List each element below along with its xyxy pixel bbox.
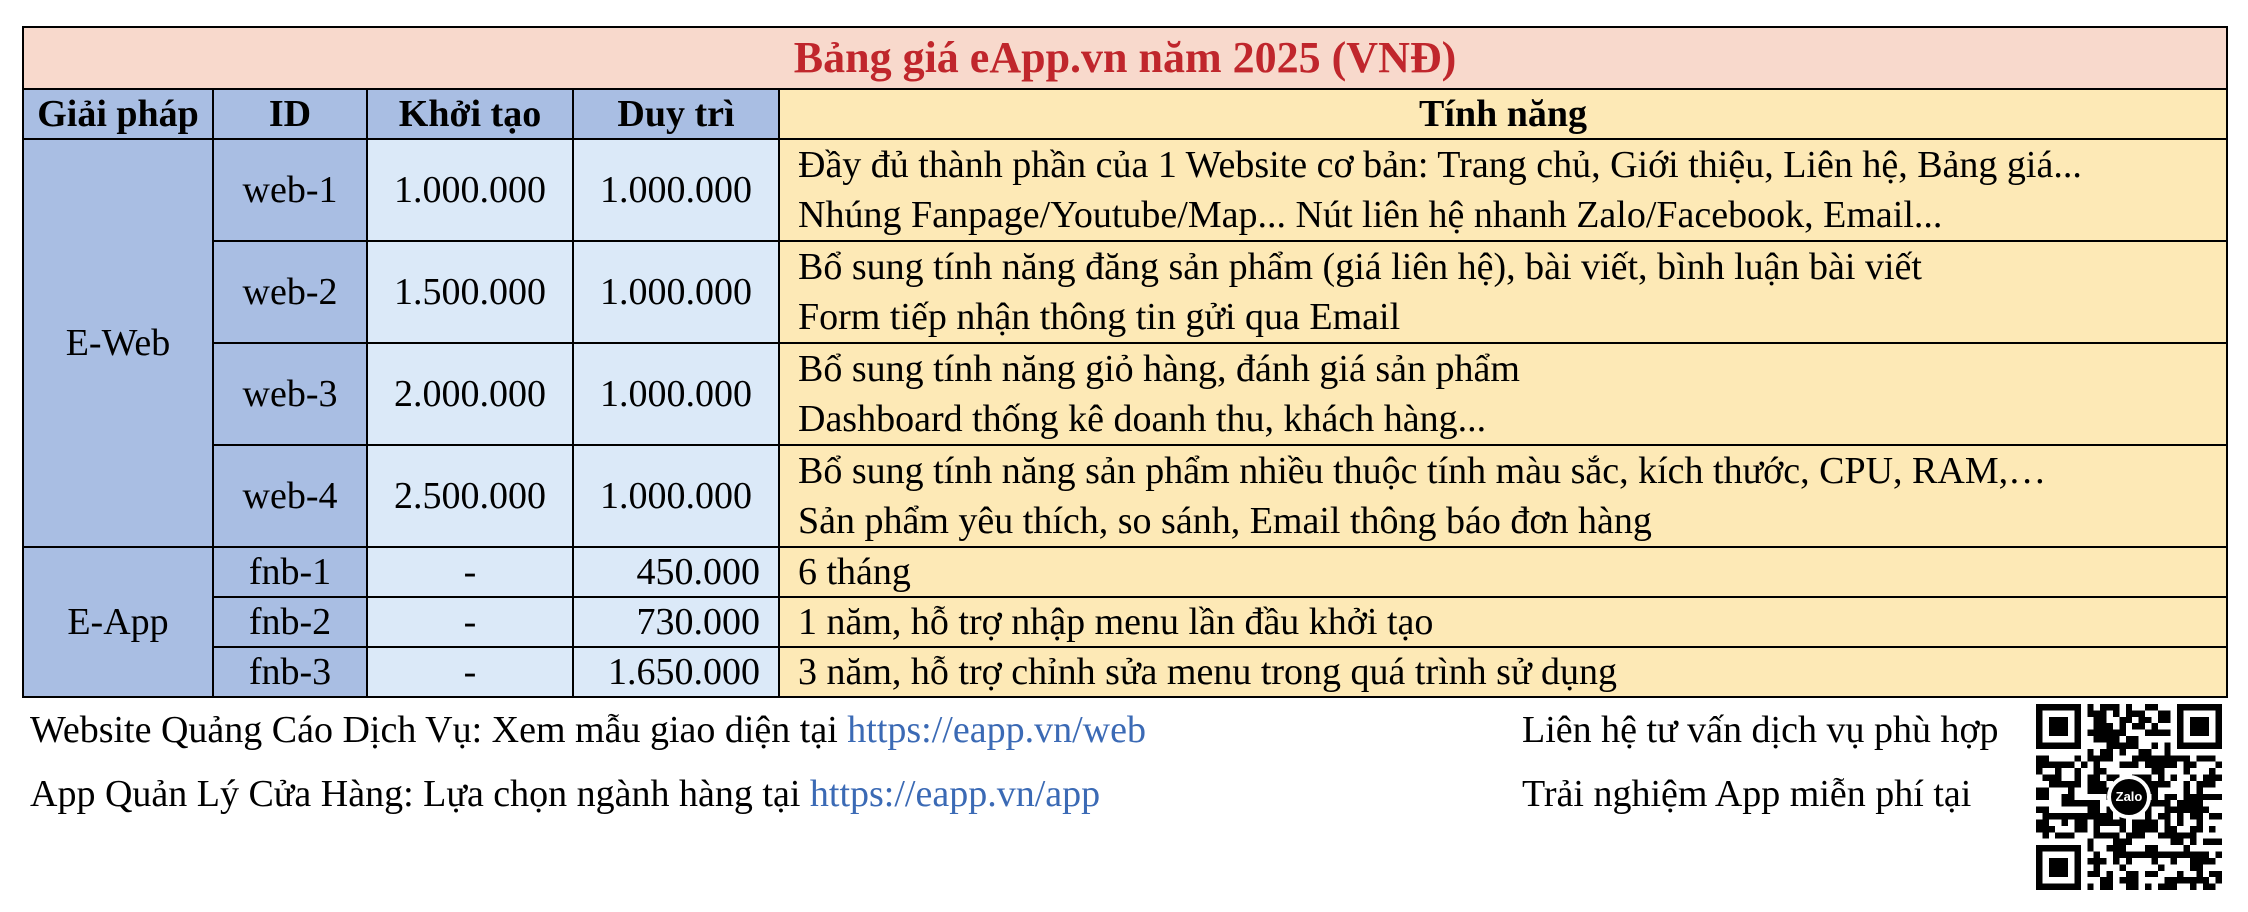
- footer-contact: [1522, 698, 1999, 826]
- feature-line: 1 năm, hỗ trợ nhập menu lần đầu khởi tạo: [798, 601, 1434, 643]
- feature-line: Đầy đủ thành phần của 1 Website cơ bản: Trang chủ, Giới thiệu, Liên hệ, Bảng giá...: [798, 144, 2082, 186]
- row-features: [779, 445, 2227, 547]
- row-features: [779, 647, 2227, 697]
- row-maintain: 1.000.000: [573, 445, 779, 547]
- row-setup: 1.500.000: [367, 241, 573, 343]
- feature-line: Dashboard thống kê doanh thu, khách hàng...: [798, 398, 1487, 440]
- web-link[interactable]: https://eapp.vn/web: [847, 709, 1146, 751]
- row-features: [779, 547, 2227, 597]
- contact-text: Liên hệ tư vấn dịch vụ phù hợp: [1522, 709, 1999, 751]
- header-solution: Giải pháp: [23, 89, 213, 139]
- row-maintain: 1.000.000: [573, 139, 779, 241]
- header-maintain: Duy trì: [573, 89, 779, 139]
- footer-app-text: App Quản Lý Cửa Hàng: Lựa chọn ngành hàng tại: [30, 773, 810, 815]
- qr-code-icon[interactable]: [2036, 704, 2222, 890]
- group-eapp: E-App: [23, 547, 213, 697]
- feature-line: 6 tháng: [798, 551, 911, 593]
- footer-links: [30, 698, 1146, 826]
- footer-app-line: [30, 762, 1146, 826]
- feature-line: Bổ sung tính năng sản phẩm nhiều thuộc tính màu sắc, kích thước, CPU, RAM,…: [798, 450, 2047, 492]
- row-maintain: 730.000: [573, 597, 779, 647]
- table-row: [23, 547, 2227, 597]
- row-id: web-4: [213, 445, 367, 547]
- footer-web-text: Website Quảng Cáo Dịch Vụ: Xem mẫu giao diện tại: [30, 709, 848, 751]
- table-title: Bảng giá eApp.vn năm 2025 (VNĐ): [23, 27, 2227, 89]
- row-maintain: 1.650.000: [573, 647, 779, 697]
- feature-line: Nhúng Fanpage/Youtube/Map... Nút liên hệ nhanh Zalo/Facebook, Email...: [798, 194, 1943, 236]
- row-id: fnb-3: [213, 647, 367, 697]
- row-setup: 2.500.000: [367, 445, 573, 547]
- row-maintain: 1.000.000: [573, 343, 779, 445]
- row-features: [779, 139, 2227, 241]
- footer-web-line: [30, 698, 1146, 762]
- row-setup: 1.000.000: [367, 139, 573, 241]
- group-eweb: E-Web: [23, 139, 213, 547]
- row-setup: -: [367, 597, 573, 647]
- row-features: [779, 597, 2227, 647]
- header-setup: Khởi tạo: [367, 89, 573, 139]
- header-features: Tính năng: [779, 89, 2227, 139]
- header-row: [23, 89, 2227, 139]
- table-row: [23, 139, 2227, 241]
- table-row: [23, 445, 2227, 547]
- row-maintain: 450.000: [573, 547, 779, 597]
- row-id: fnb-2: [213, 597, 367, 647]
- table-row: [23, 343, 2227, 445]
- app-link[interactable]: https://eapp.vn/app: [809, 773, 1101, 815]
- row-id: web-1: [213, 139, 367, 241]
- row-maintain: 1.000.000: [573, 241, 779, 343]
- header-id: ID: [213, 89, 367, 139]
- row-setup: 2.000.000: [367, 343, 573, 445]
- row-setup: -: [367, 647, 573, 697]
- table-row: [23, 597, 2227, 647]
- feature-line: Sản phẩm yêu thích, so sánh, Email thông báo đơn hàng: [798, 500, 1652, 542]
- title-row: [23, 27, 2227, 89]
- row-id: web-3: [213, 343, 367, 445]
- table-row: [23, 241, 2227, 343]
- feature-line: 3 năm, hỗ trợ chỉnh sửa menu trong quá trình sử dụng: [798, 651, 1618, 693]
- feature-line: Bổ sung tính năng đăng sản phẩm (giá liên hệ), bài viết, bình luận bài viết: [798, 246, 1922, 288]
- row-features: [779, 343, 2227, 445]
- row-features: [779, 241, 2227, 343]
- row-id: fnb-1: [213, 547, 367, 597]
- feature-line: Form tiếp nhận thông tin gửi qua Email: [798, 296, 1401, 338]
- row-id: web-2: [213, 241, 367, 343]
- row-setup: -: [367, 547, 573, 597]
- feature-line: Bổ sung tính năng giỏ hàng, đánh giá sản phẩm: [798, 348, 1520, 390]
- price-table: [22, 26, 2228, 698]
- trial-text: Trải nghiệm App miễn phí tại: [1522, 773, 1972, 815]
- table-row: [23, 647, 2227, 697]
- zalo-logo-icon: Zalo: [2107, 775, 2151, 819]
